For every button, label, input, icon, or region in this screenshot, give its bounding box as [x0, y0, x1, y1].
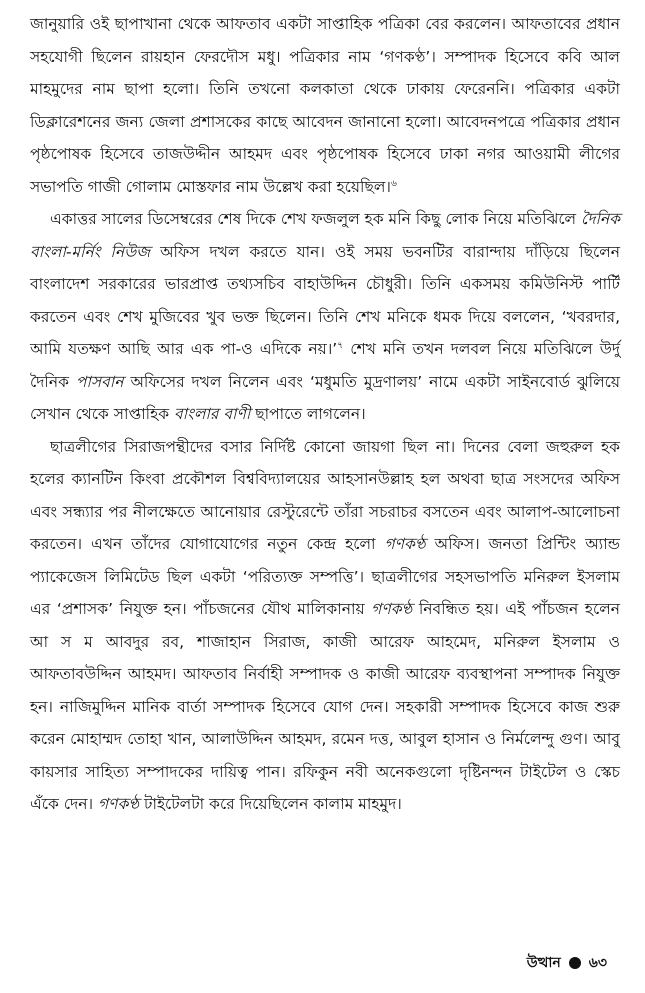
text-run: অফিস দখল করতে যান। ওই সময় ভবনটির বারান্দায় দাঁড়িয়ে ছিলেন বাংলাদেশ সরকারের ভারপ্রাপ্ত তথ্যসচিব বাহাউদ্দিন চৌধুরী। তিনি একসময় কমিউনিস্ট পার্টি করতেন এবং শেখ মুজিবের খুব ভক্ত ছিলেন। তিনি শেখ মনিকে ধমক দিয়ে বললেন, ‘খবরদার, আমি যতক্ষণ আছি আর এক পা-ও এদিকে নয়।’: [30, 242, 620, 358]
italic-title: দৈনিক বাংলা-মর্নিং নিউজ: [30, 210, 620, 261]
text-run: নিবন্ধিত হয়। এই পাঁচজন হলেন আ স ম আবদুর রব, শাজাহান সিরাজ, কাজী আরেফ আহমেদ, মনিরুল ইসলাম ও আফতাবউদ্দিন আহমদ। আফতাব নির্বাহী সম্পাদক ও কাজী আরেফ ব্যবস্থাপনা সম্পাদক নিযুক্ত হন। নাজিমুদ্দিন মানিক বার্তা সম্পাদক হিসেবে যোগ দেন। সহকারী সম্পাদক হিসেবে কাজ শুরু করেন মোহাম্মদ তোহা খান, আলাউদ্দিন আহমদ, রমেন দত্ত, আবুল হাসান ও নির্মলেন্দু গুণ। আবু কায়সার সাহিত্য সম্পাদকের দায়িত্ব পান। রফিকুন নবী অনেকগুলো দৃষ্টিনন্দন টাইটেল ও স্কেচ এঁকে দেন।: [30, 600, 620, 813]
paragraph-1: [30, 8, 620, 203]
italic-title: গণকণ্ঠ: [384, 535, 426, 553]
paragraph-2: [30, 203, 620, 431]
text-run: অফিস। জনতা প্রিন্টিং অ্যান্ড প্যাকেজেস লিমিটেড ছিল একটা ‘পরিত্যক্ত সম্পত্তি’। ছাত্রলীগের সহসভাপতি মনিরুল ইসলাম এর ‘প্রশাসক’ নিযুক্ত হন। পাঁচজনের যৌথ মালিকানায়: [30, 535, 620, 618]
paragraph-3: [30, 431, 620, 821]
bullet-icon: [569, 957, 581, 969]
text-run: অফিসের দখল নিলেন এবং ‘মধুমতি মুদ্রণালয়’ নামে একটা সাইনবোর্ড ঝুলিয়ে সেখান থেকে সাপ্তাহিক: [30, 372, 620, 423]
italic-title: পাসবান: [75, 372, 124, 391]
text-run: জানুয়ারি ওই ছাপাখানা থেকে আফতাব একটা সাপ্তাহিক পত্রিকা বের করলেন। আফতাবের প্রধান সহযোগী ছিলেন রায়হান ফেরদৌস মধু। পত্রিকার নাম ‘গণকণ্ঠ’। সম্পাদক হিসেবে কবি আল মাহমুদের নাম ছাপা হলো। তিনি তখনো কলকাতা থেকে ঢাকায় ফেরেননি। পত্রিকার একটা ডিক্লারেশনের জন্য জেলা প্রশাসকের কাছে আবেদন জানানো হলো। আবেদনপত্রে পত্রিকার প্রধান পৃষ্ঠপোষক হিসেবে তাজউদ্দীন আহমদ এবং পৃষ্ঠপোষক হিসেবে ঢাকা নগর আওয়ামী লীগের সভাপতি গাজী গোলাম মোস্তফার নাম উল্লেখ করা হয়েছিল।: [30, 15, 620, 196]
text-run: একাত্তর সালের ডিসেম্বরের শেষ দিকে শেখ ফজলুল হক মনি কিছু লোক নিয়ে মতিঝিলে: [50, 210, 582, 228]
italic-title: বাংলার বাণী: [174, 405, 251, 423]
text-run: শেখ মনি তখন দলবল নিয়ে মতিঝিলে উর্দু দৈনিক: [30, 340, 620, 391]
footnote-ref: ৭: [337, 340, 344, 351]
italic-title: গণকণ্ঠ: [371, 600, 413, 618]
page-number: ৬৩: [588, 955, 607, 971]
page-body: [30, 8, 620, 821]
text-run: টাইটেলটা করে দিয়েছিলেন কালাম মাহমুদ।: [139, 795, 402, 813]
page-footer: [527, 951, 607, 975]
running-title: উত্থান: [526, 955, 561, 971]
italic-title: গণকণ্ঠ: [97, 795, 140, 813]
footnote-ref: ৬: [390, 178, 397, 189]
text-run: ছাপাতে লাগলেন।: [250, 405, 366, 423]
text-run: ছাত্রলীগের সিরাজপন্থীদের বসার নির্দিষ্ট কোনো জায়গা ছিল না। দিনের বেলা জহুরুল হক হলের ক্যানটিন কিংবা প্রকৌশল বিশ্ববিদ্যালয়ের আহসানউল্লাহ হল অথবা ছাত্র সংসদের অফিস এবং সন্ধ্যার পর নীলক্ষেতে আনোয়ার রেস্টুরেন্টে তাঁরা সচরাচর বসতেন এবং আলাপ-আলোচনা করতেন। এখন তাঁদের যোগাযোগের নতুন কেন্দ্র হলো: [30, 437, 620, 553]
